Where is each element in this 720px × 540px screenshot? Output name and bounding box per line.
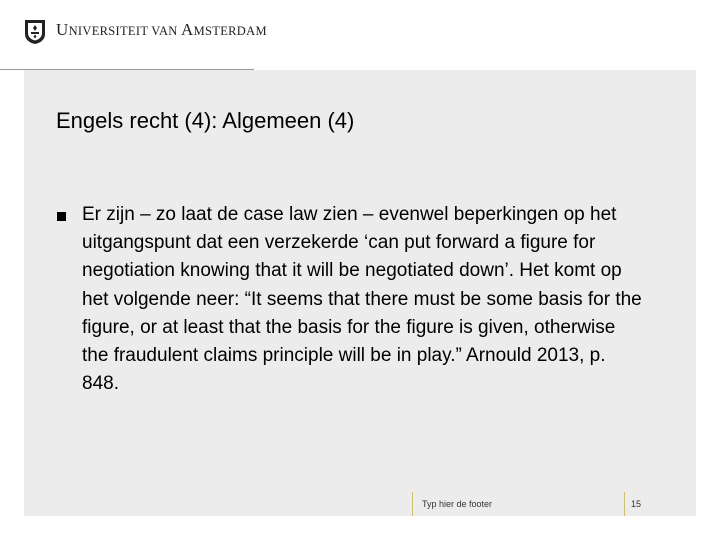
page-number: 15 [631, 499, 642, 509]
footer-divider [412, 492, 413, 516]
logo-word: NIVERSITEIT VAN [68, 24, 182, 38]
slide-title: Engels recht (4): Algemeen (4) [56, 108, 355, 133]
uva-seal-icon [24, 19, 46, 45]
bullet-text: Er zijn – zo laat de case law zien – evenwel beperkingen op het uitgangspunt dat een verzekerde ‘can put forward a figure for negotiation knowing that it will be negotiated down’. Het komt op het volgende neer: “It seems that there must be some basis for the figure, or at least that the basis for the figure is given, otherwise the fraudulent claims principle will be in play.” Arnould 2013, p. 848. [82, 204, 642, 395]
footer-text: Typ hier de footer [422, 499, 493, 509]
logo-initial: A [181, 20, 194, 39]
bullet-square-icon [57, 212, 66, 221]
university-logo-text [56, 20, 267, 40]
logo-word: MSTERDAM [193, 24, 267, 38]
footer-divider [624, 492, 625, 516]
logo-initial: U [56, 20, 69, 39]
slide-header [0, 0, 720, 70]
